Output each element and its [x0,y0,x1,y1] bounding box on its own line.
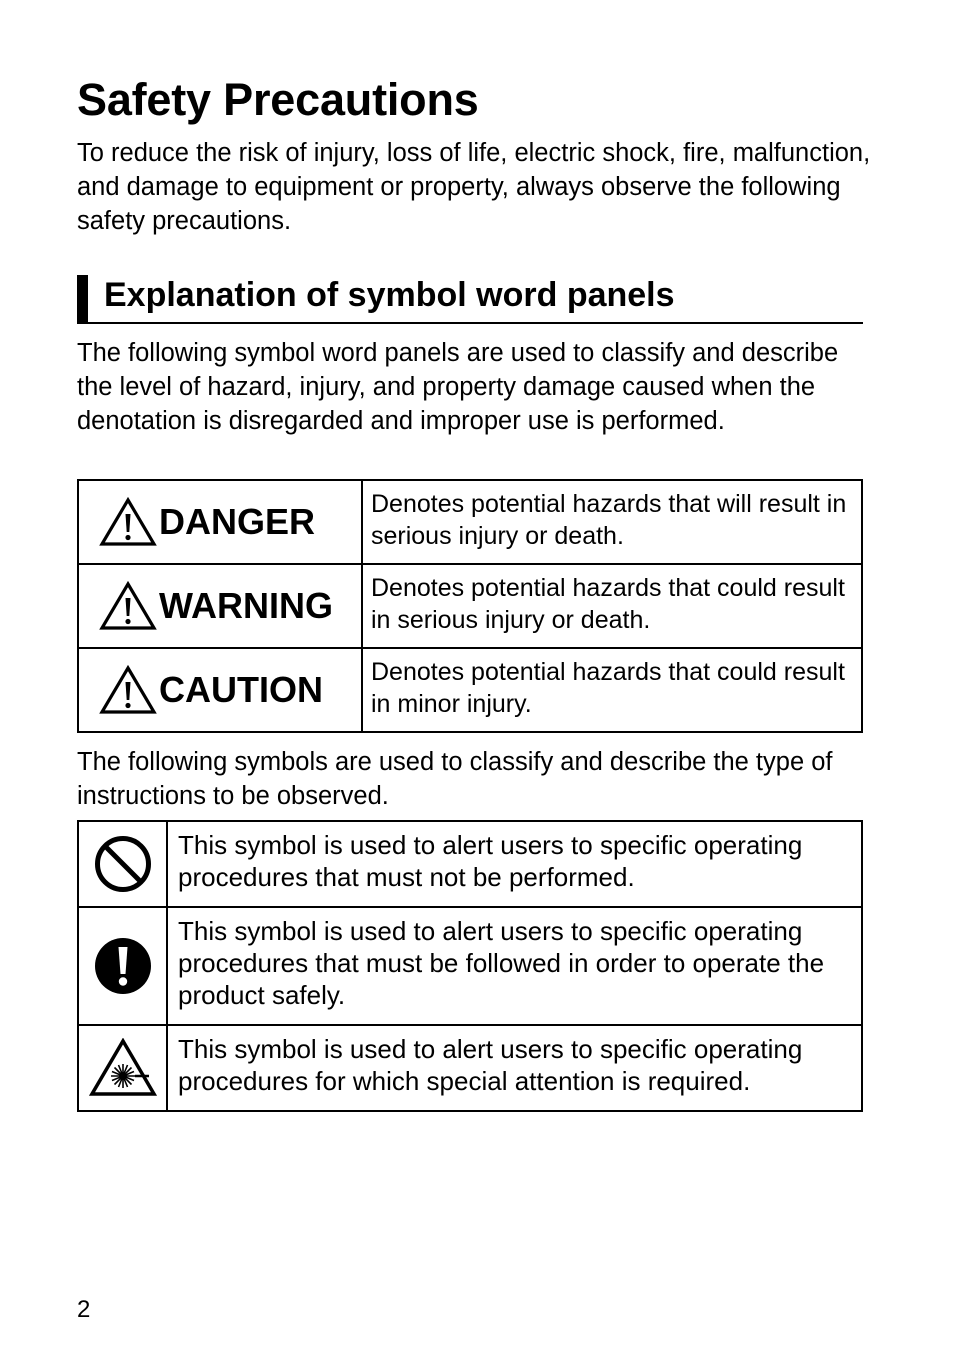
symbol-table [77,820,863,1112]
laser-warning-icon [89,1038,157,1098]
symbols-description: The following symbols are used to classify and describe the type of instructions to be observed. [77,748,833,810]
symbol-description: This symbol is used to alert users to specific operating procedures for which special attention is required. [167,1025,862,1111]
prohibited-icon [93,834,153,894]
symbol-description: This symbol is used to alert users to specific operating procedures that must not be performed. [167,821,862,907]
symbol-description: This symbol is used to alert users to specific operating procedures that must be followed in order to operate the product safely. [167,907,862,1025]
caution-word: CAUTION [159,669,323,710]
table-row [78,821,862,907]
panel-label-caution [78,648,362,732]
panel-label-danger [78,480,362,564]
intro-paragraph: To reduce the risk of injury, loss of life, electric shock, fire, malfunction, and damage to equipment or property, always observe the following safety precautions. [77,139,871,235]
panel-description-warning: Denotes potential hazards that could result in serious injury or death. [362,564,862,648]
page-title: Safety Precautions [77,74,479,125]
page-number: 2 [77,1296,91,1323]
warning-triangle-icon [99,581,157,631]
section-heading [77,272,863,324]
table-row [78,907,862,1025]
table-row [78,564,862,648]
danger-word: DANGER [159,501,316,542]
table-row [78,480,862,564]
section-title: Explanation of symbol word panels [104,276,675,314]
warning-word: WARNING [159,585,333,626]
mandatory-action-icon [93,936,153,996]
panel-label-warning [78,564,362,648]
table-row [78,1025,862,1111]
symbol-cell [78,907,167,1025]
symbol-cell [78,1025,167,1111]
warning-triangle-icon [99,497,157,547]
warning-triangle-icon [99,665,157,715]
table-row [78,648,862,732]
section-marker-bar [77,275,88,322]
symbol-cell [78,821,167,907]
word-panel-table [77,479,863,733]
panel-description-caution: Denotes potential hazards that could result in minor injury. [362,648,862,732]
panels-description: The following symbol word panels are used to classify and describe the level of hazard, injury, and property damage caused when the denotation is disregarded and improper use is performed. [77,339,839,435]
panel-description-danger: Denotes potential hazards that will result in serious injury or death. [362,480,862,564]
